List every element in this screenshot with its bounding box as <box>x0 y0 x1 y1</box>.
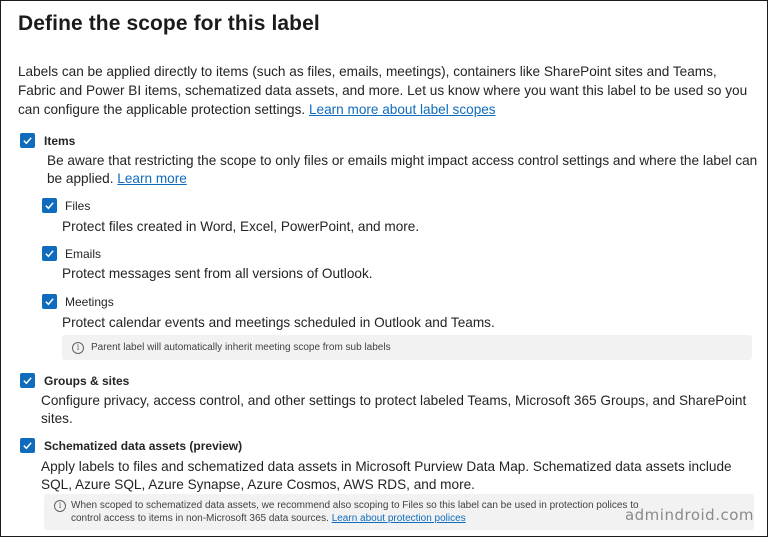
page-title: Define the scope for this label <box>18 12 320 35</box>
schematized-info-text <box>71 499 661 525</box>
protection-polices-link[interactable]: Learn about protection polices <box>331 513 466 524</box>
meetings-info-banner <box>62 335 752 360</box>
groups-sites-description: Configure privacy, access control, and other settings to protect labeled Teams, Microsoft 365 Groups, and SharePoint sites. <box>41 393 747 426</box>
groups-sites-checkbox[interactable] <box>20 373 35 388</box>
schematized-info-body: When scoped to schematized data assets, we recommend also scoping to Files so this label can be used in protection polices to control access to items in non-Microsoft 365 data sources. <box>71 500 639 524</box>
checkmark-icon <box>44 296 55 307</box>
emails-checkbox[interactable] <box>42 246 57 261</box>
emails-label: Emails <box>65 247 102 261</box>
watermark: admindroid.com <box>624 506 754 524</box>
items-desc-text: Be aware that restricting the scope to only files or emails might impact access control settings and where the label can be applied. <box>47 153 758 186</box>
info-icon: i <box>54 500 66 512</box>
intro-body: Labels can be applied directly to items (such as files, emails, meetings), containers like SharePoint sites and Teams, Fabric and Power BI items, schematized data assets, and more. Let us know where you want this label to be used so you can configure the applicable protection settings. <box>18 64 748 117</box>
meetings-label: Meetings <box>65 295 114 309</box>
groups-sites-label: Groups & sites <box>44 374 130 388</box>
meetings-info-text: Parent label will automatically inherit meeting scope from sub labels <box>91 342 391 353</box>
files-checkbox[interactable] <box>42 198 57 213</box>
meetings-checkbox[interactable] <box>42 294 57 309</box>
checkmark-icon <box>22 440 33 451</box>
learn-more-label-scopes-link[interactable]: Learn more about label scopes <box>308 102 496 117</box>
items-label: Items <box>44 134 76 148</box>
intro-text <box>18 62 748 119</box>
emails-description: Protect messages sent from all versions of Outlook. <box>62 266 373 281</box>
items-learn-more-link[interactable]: Learn more <box>117 171 187 186</box>
schematized-label: Schematized data assets (preview) <box>44 439 243 453</box>
files-description: Protect files created in Word, Excel, PowerPoint, and more. <box>62 219 420 234</box>
info-icon: i <box>72 342 84 354</box>
schematized-checkbox[interactable] <box>20 438 35 453</box>
meetings-description: Protect calendar events and meetings scheduled in Outlook and Teams. <box>62 315 495 330</box>
items-checkbox[interactable] <box>20 133 35 148</box>
checkmark-icon <box>22 375 33 386</box>
schematized-description: Apply labels to files and schematized data assets in Microsoft Purview Data Map. Schematized data assets include SQL, Azure SQL, Azure Synapse, Azure Cosmos, AWS RDS, and more. <box>41 459 732 492</box>
items-description <box>47 152 759 188</box>
checkmark-icon <box>44 200 55 211</box>
files-label: Files <box>65 199 91 213</box>
checkmark-icon <box>44 248 55 259</box>
checkmark-icon <box>22 135 33 146</box>
